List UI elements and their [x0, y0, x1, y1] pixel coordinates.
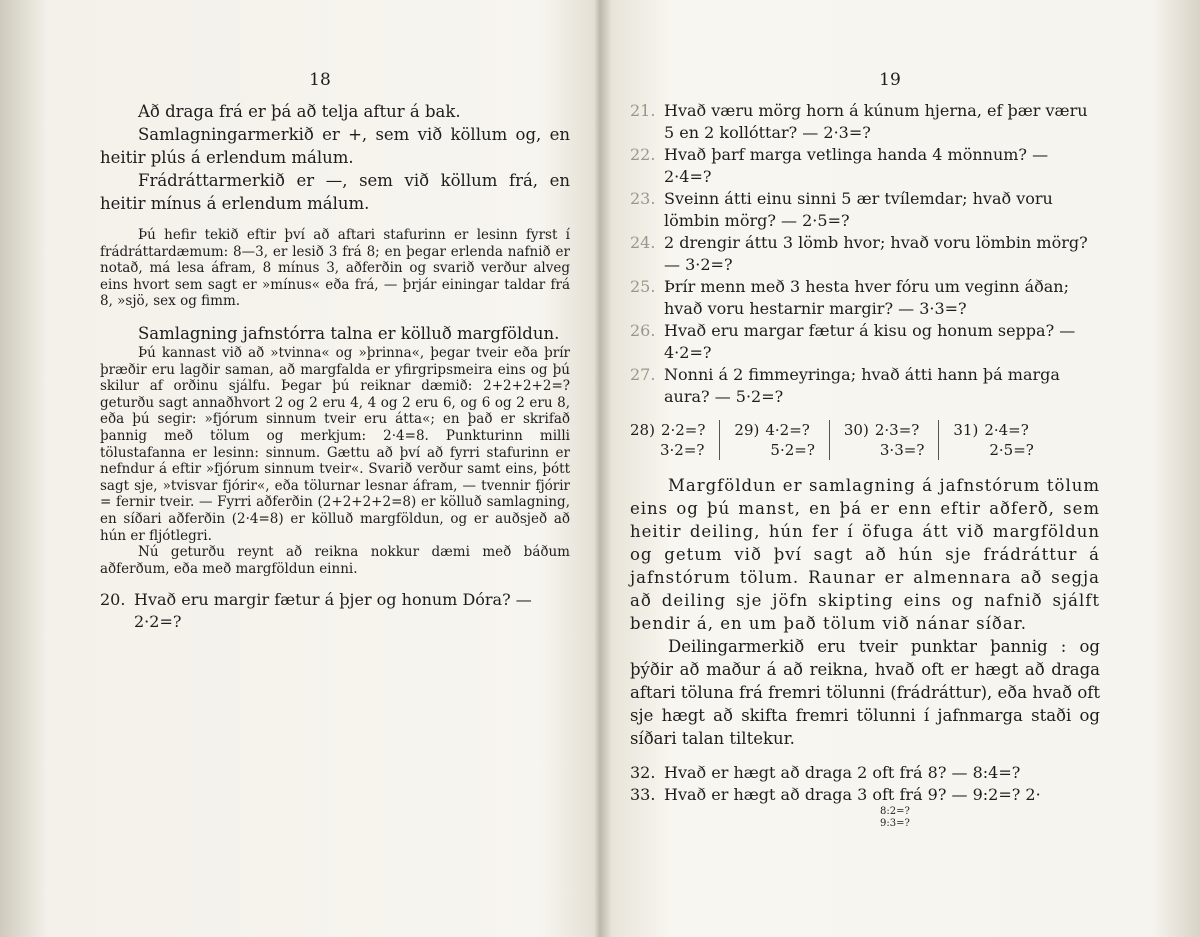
- question-text: Sveinn átti einu sinni 5 ær tvílemdar; hvað voru lömbin mörg? — 2·5=?: [664, 189, 1053, 230]
- handwritten-note: 9:3=?: [880, 818, 910, 829]
- question-text: 2 drengir áttu 3 lömb hvor; hvað voru lömbin mörg? — 3·2=?: [664, 233, 1088, 274]
- exercise-line: 4·2=?: [765, 421, 810, 439]
- question-text: Hvað er hægt að draga 3 oft frá 9? — 9:2=? 2·: [664, 785, 1041, 804]
- question-21: [630, 100, 1100, 144]
- question-number: 26.: [630, 321, 656, 340]
- exercise-line: 3·3=?: [879, 441, 925, 459]
- exercise-line: 2·4=?: [984, 421, 1029, 439]
- question-number: 32.: [630, 763, 656, 782]
- exercise-28: [630, 420, 719, 460]
- page-number: 19: [879, 70, 901, 90]
- question-number: 23.: [630, 189, 656, 208]
- paragraph: Að draga frá er þá að telja aftur á bak.: [138, 102, 461, 121]
- exercise-label: 30): [843, 421, 869, 439]
- question-number: 21.: [630, 101, 656, 120]
- question-number: 24.: [630, 233, 656, 252]
- exercise-29: [719, 420, 828, 460]
- question-20: [100, 589, 570, 633]
- question-number: 27.: [630, 365, 656, 384]
- left-page: [40, 0, 600, 937]
- exercise-line: 5·2=?: [770, 441, 815, 459]
- question-text: Hvað væru mörg horn á kúnum hjerna, ef þær væru 5 en 2 kollóttar? — 2·3=?: [664, 101, 1088, 142]
- paragraph: Deilingarmerkið eru tveir punktar þannig : og þýðir að maður á að reikna, hvað oft er hægt að draga aftari töluna frá fremri tölunni (frádráttur), eða hvað oft sje hægt að skifta fremri tölunni í jafnmarga staði og síðari talan tiltekur.: [630, 637, 1100, 748]
- exercise-line: 2·5=?: [989, 441, 1034, 459]
- exercise-label: 31): [953, 421, 979, 439]
- question-number: 25.: [630, 277, 656, 296]
- question-22: [630, 144, 1100, 188]
- exercise-31: [938, 420, 1047, 460]
- paragraph: Þú kannast við að »tvinna« og »þrinna«, þegar tveir eða þrír þræðir eru lagðir saman, að margfalda er yfirgripsmeira eins og þú skilur af orðinu sjálfu. Þegar þú reiknar dæmið: 2+2+2+2=? geturðu sagt annaðhvort 2 og 2 eru 4, 4 og 2 eru 6, og 6 og 2 eru 8, eða þú segir: »fjórum sinnum tveir eru átta«; en það er skrifað þannig með tölum og merkjum: 2·4=8. Punkturinn milli tölustafanna er lesinn: sinnum. Gættu að því að fyrri stafurinn er nefndur á eftir »fjórum sinnum tveir«. Svarið verður samt eins, þótt sagt sje, »tvisvar fjórir«, eða tölurnar lesnar áfram, — tvennir fjórir = fernir tveir. — Fyrri aðferðin (2+2+2+2=8) er kölluð samlagning, en síðari aðferðin (2·4=8) er kölluð margföldun, og er auðsjeð að hún er fljótlegri.: [100, 344, 570, 544]
- paragraph: Samlagning jafnstórra talna er kölluð margföldun.: [138, 323, 560, 343]
- exercise-line: 2·2=?: [660, 421, 706, 439]
- exercise-line: 2·3=?: [874, 421, 920, 439]
- page-number: 18: [309, 70, 331, 90]
- question-text: Hvað eru margir fætur á þjer og honum Dóra? — 2·2=?: [134, 590, 532, 632]
- question-text: Hvað þarf marga vetlinga handa 4 mönnum? — 2·4=?: [664, 145, 1049, 186]
- question-27: [630, 364, 1100, 408]
- question-text: Nonni á 2 fimmeyringa; hvað átti hann þá marga aura? — 5·2=?: [664, 365, 1060, 406]
- question-26: [630, 320, 1100, 364]
- question-text: Hvað eru margar fætur á kisu og honum seppa? — 4·2=?: [664, 321, 1076, 362]
- question-24: [630, 232, 1100, 276]
- paragraph: Nú geturðu reynt að reikna nokkur dæmi með báðum aðferðum, eða með margföldun einni.: [100, 544, 570, 577]
- question-text: Þrír menn með 3 hesta hver fóru um veginn áðan; hvað voru hestarnir margir? — 3·3=?: [664, 277, 1069, 318]
- paragraph: Þú hefir tekið eftir því að aftari stafurinn er lesinn fyrst í frádráttardæmum: 8—3, er lesið 3 frá 8; en þegar erlenda nafnið er notað, má lesa áfram, 8 mínus 3, aðferðin og svarið verður alveg eins hvort sem sagt er »mínus« eða frá, — þrjár einingar taldar frá 8, »sjö, sex og fimm.: [100, 227, 570, 310]
- paragraph: Margföldun er samlagning á jafnstórum tölum eins og þú manst, en þá er enn eftir aðferð, sem heitir deiling, hún fer í öfuga átt við margföldun og getum við því sagt að hún sje frádráttur á jafnstórum tölum. Raunar er almennara að segja að deiling sje jöfn skipting eins og nafnið sjálft bendir á, en um það tölum við nánar síðar.: [630, 476, 1100, 633]
- right-page-text: [630, 100, 1100, 830]
- exercise-grid: [630, 420, 1100, 460]
- question-text: Hvað er hægt að draga 2 oft frá 8? — 8:4=?: [664, 763, 1021, 782]
- question-23: [630, 188, 1100, 232]
- exercise-label: 29): [734, 421, 760, 439]
- paragraph: Frádráttarmerkið er —, sem við köllum frá, en heitir mínus á erlendum málum.: [100, 171, 570, 213]
- question-number: 20.: [100, 590, 126, 610]
- exercise-label: 28): [630, 421, 655, 439]
- exercise-line: 3·2=?: [660, 441, 705, 459]
- left-page-text: [100, 100, 570, 633]
- paragraph: Samlagningarmerkið er +, sem við köllum og, en heitir plús á erlendum málum.: [100, 125, 570, 167]
- right-page: [610, 0, 1170, 937]
- handwritten-note: 8:2=?: [880, 806, 910, 817]
- question-33: [630, 784, 1100, 806]
- question-number: 22.: [630, 145, 656, 164]
- question-25: [630, 276, 1100, 320]
- question-number: 33.: [630, 785, 656, 804]
- exercise-30: [829, 420, 938, 460]
- question-32: [630, 762, 1100, 784]
